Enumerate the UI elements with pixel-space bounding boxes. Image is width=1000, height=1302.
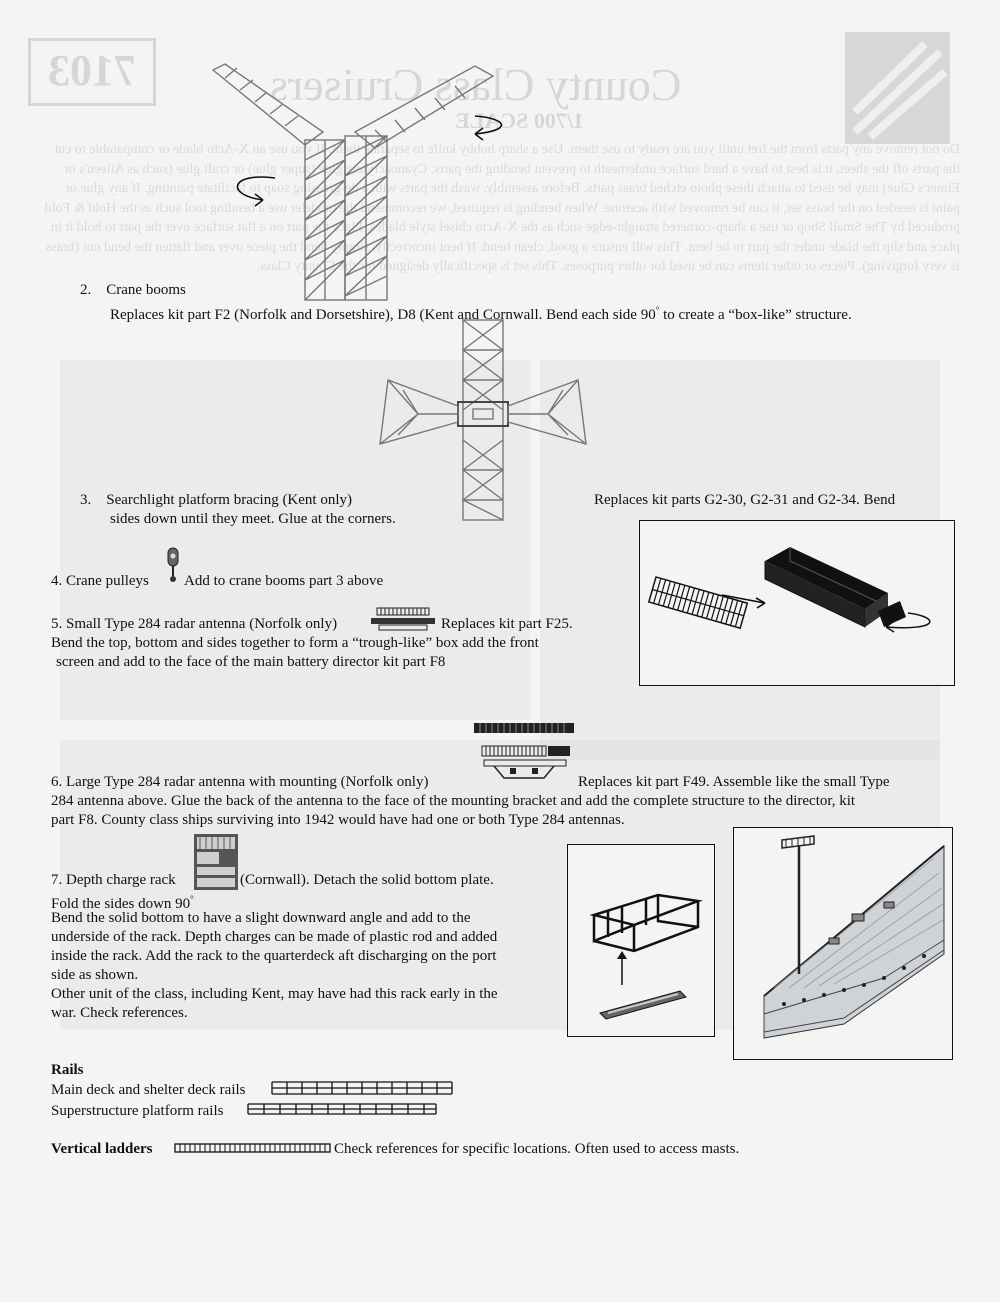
ladders-body: Check references for specific locations. Often used to access masts. — [334, 1141, 740, 1157]
section-5-replaces: Replaces kit part F25. — [441, 616, 573, 632]
section-7-line-5: Other unit of the class, including Kent, may have had this rack early in the — [51, 986, 498, 1002]
corner-logo — [845, 32, 950, 144]
quarterdeck-illustration — [733, 827, 953, 1060]
section-7-line-4: side as shown. — [51, 967, 139, 983]
section-3-heading: Searchlight platform bracing (Kent only) — [106, 492, 353, 508]
degree-symbol: ° — [655, 305, 660, 315]
crane-booms-figure — [205, 60, 505, 310]
degree-symbol-2: ° — [190, 894, 194, 904]
section-3-body: sides down until they meet. Glue at the corners. — [110, 511, 396, 527]
rack-assembly-illustration — [567, 844, 715, 1037]
trough-box-illustration — [639, 520, 955, 686]
searchlight-bracing-figure — [378, 320, 588, 520]
section-7-fold-text: Fold the sides down 90 — [51, 896, 191, 912]
section-6-label: 6. Large Type 284 radar antenna with mounting (Norfolk only) — [51, 774, 429, 790]
ghost-paragraph: Do not remove any parts from the fret until you are ready to use them. Use a sharp hobby knife to separate them. If you use an X-Acto blade or comparable to cut the parts off the sheet, it is best to have a hard surface underneath to prevent bending the parts. Cyanoacrylate glue (super glue) or craft glue (such as Aileen's or Elmer's Glue) may be used to attach these photo etched brass parts. Before assembly, wash the parts with a de-greasing soap to facilitate painting. If any glue or paint is needed on the brass set, it can be removed with acetone. When bending is required, we recommend the modeler use a bending tool such as the Hold & Fold produced by The Small Shop or use a sharp-cornered straight-edge such as the X-Acto chisel style blades. Place the part on a flat surface over the part to hold it in place and slip the blade under the part to be bent. This will ensure a good, clean bend. If bent incorrectly, simply bend the piece over and flatten the bend out (brass is very forgiving). Pieces or other items can be used for other purposes. This set is specifically designed for the County Class. — [44, 142, 960, 274]
section-2-heading: Crane booms — [106, 282, 186, 298]
crane-pulley-icon — [163, 546, 183, 586]
depth-charge-rack-icon — [194, 834, 238, 890]
section-5-line3: screen and add to the face of the main battery director kit part F8 — [56, 654, 446, 670]
section-7-line-2: underside of the rack. Depth charges can be made of plastic rod and added — [51, 929, 498, 945]
section-3-right-text: Replaces kit parts G2-30, G2-31 and G2-34. Bend — [594, 492, 896, 508]
superstructure-rail-icon — [246, 1101, 438, 1117]
section-7-label: 7. Depth charge rack — [51, 872, 176, 888]
section-5-line2: Bend the top, bottom and sides together to form a “trough-like” box add the front — [51, 635, 539, 651]
rails-main-deck-label: Main deck and shelter deck rails — [51, 1082, 246, 1098]
main-deck-rail-icon — [270, 1079, 455, 1097]
rack-assembly-drawing — [568, 845, 714, 1036]
rails-heading: Rails — [51, 1062, 84, 1078]
section-3-title — [80, 491, 352, 510]
section-7-after-icon: (Cornwall). Detach the solid bottom plate. — [240, 872, 494, 888]
section-4-label: 4. Crane pulleys — [51, 573, 149, 589]
vertical-ladder-icon — [174, 1143, 332, 1153]
ghost-kit-number: 7103 — [28, 38, 156, 106]
section-6-replaces: Replaces kit part F49. Assemble like the small Type — [578, 774, 890, 790]
ghost-title: County Class Cruisers — [270, 59, 682, 110]
section-6-line2: 284 antenna above. Glue the back of the antenna to the face of the mounting bracket and add the complete structure to the director, kit — [51, 793, 856, 809]
ghost-scale: 1/700 SCALE — [455, 108, 584, 133]
section-5-label: 5. Small Type 284 radar antenna (Norfolk only) — [51, 616, 338, 632]
section-2-text-cont: to create a “box-like” structure. — [659, 307, 852, 323]
small-radar-antenna-icon — [371, 607, 437, 631]
section-7-line-6: war. Check references. — [51, 1005, 188, 1021]
large-radar-antenna-icon — [474, 720, 576, 782]
rails-superstructure-label: Superstructure platform rails — [51, 1103, 224, 1119]
section-2-title — [80, 281, 186, 300]
section-4-body: Add to crane booms part 3 above — [184, 573, 384, 589]
section-3-number: 3. — [80, 492, 92, 508]
section-7-line-3: inside the rack. Add the rack to the quarterdeck aft discharging on the port — [51, 948, 497, 964]
ladders-heading: Vertical ladders — [51, 1141, 153, 1157]
section-7-line-1: Bend the solid bottom to have a slight downward angle and add to the — [51, 910, 471, 926]
section-6-line3: part F8. County class ships surviving into 1942 would have had one or both Type 284 antennas. — [51, 812, 625, 828]
quarterdeck-drawing — [734, 828, 952, 1059]
trough-box-drawing — [640, 521, 954, 685]
section-2-number: 2. — [80, 282, 92, 298]
section-2-text: Replaces kit part F2 (Norfolk and Dorsetshire), D8 (Kent and Cornwall. Bend each side 90 — [110, 307, 656, 323]
